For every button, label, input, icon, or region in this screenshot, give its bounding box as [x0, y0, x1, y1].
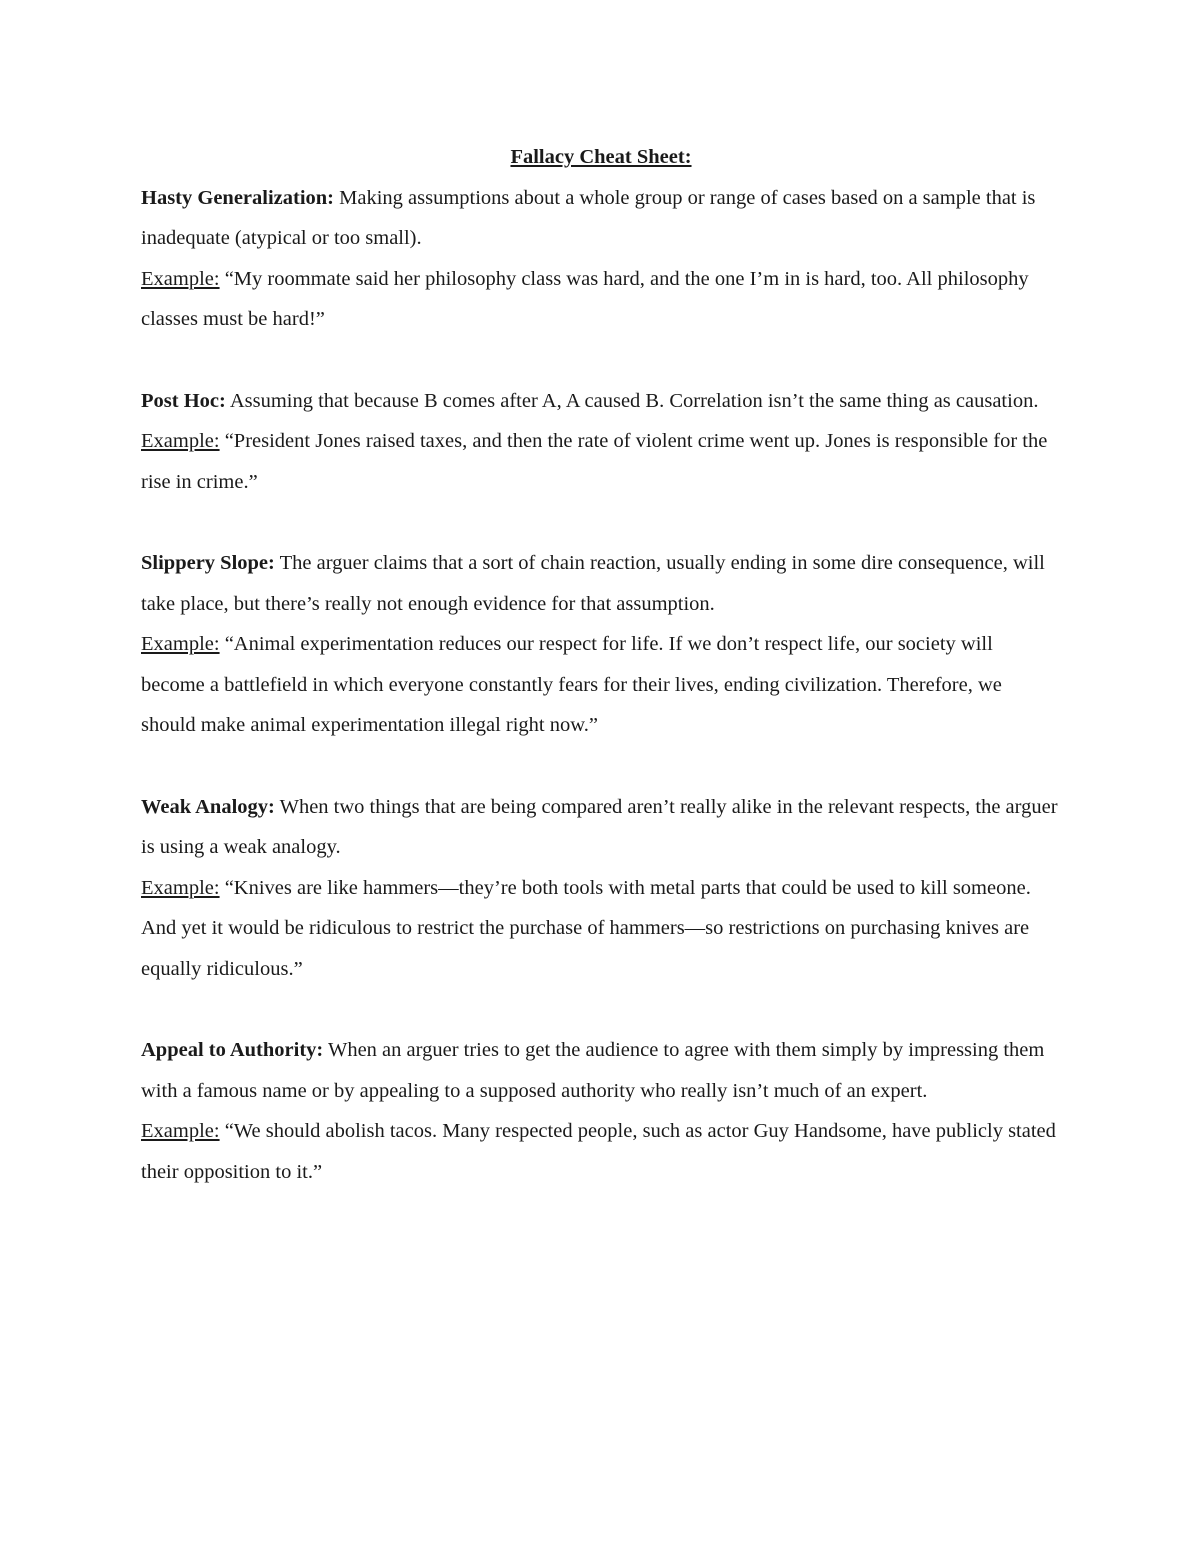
fallacy-entry-post-hoc — [141, 381, 1061, 503]
fallacy-entry-hasty-generalization — [141, 178, 1061, 340]
example-label: Example: — [141, 430, 220, 453]
document-body — [141, 137, 1061, 1192]
example-text: “Knives are like hammers—they’re both tools with metal parts that could be used to kill someone. And yet it would be ridiculous to restrict the purchase of hammers—so restrictions on purchasing knives are equally ridiculous.” — [141, 876, 1031, 980]
paragraph-spacer — [141, 989, 1061, 1030]
example-label: Example: — [141, 267, 220, 290]
fallacy-definition: When two things that are being compared aren’t really alike in the relevant respects, the arguer is using a weak analogy. — [141, 795, 1058, 859]
example-paragraph — [141, 624, 1061, 746]
fallacy-definition: Making assumptions about a whole group or range of cases based on a sample that is inadequate (atypical or too small). — [141, 186, 1036, 250]
definition-paragraph — [141, 381, 1061, 422]
fallacy-entry-appeal-to-authority — [141, 1030, 1061, 1192]
fallacy-definition: Assuming that because B comes after A, A caused B. Correlation isn’t the same thing as causation. — [225, 389, 1039, 412]
page-title: Fallacy Cheat Sheet: — [510, 146, 692, 168]
example-text: “We should abolish tacos. Many respected people, such as actor Guy Handsome, have publicly stated their opposition to it.” — [141, 1120, 1056, 1183]
example-text: “My roommate said her philosophy class was hard, and the one I’m in is hard, too. All philosophy classes must be hard!” — [141, 267, 1029, 331]
fallacy-term: Slippery Slope: — [141, 551, 275, 574]
example-paragraph — [141, 1111, 1061, 1192]
fallacy-term: Post Hoc: — [141, 389, 226, 412]
fallacy-definition: The arguer claims that a sort of chain reaction, usually ending in some dire consequence, will take place, but there’s really not enough evidence for that assumption. — [141, 551, 1045, 615]
example-label: Example: — [141, 876, 220, 899]
definition-paragraph — [141, 543, 1061, 624]
fallacy-entry-weak-analogy — [141, 787, 1061, 990]
fallacy-entry-slippery-slope — [141, 543, 1061, 746]
example-label: Example: — [141, 633, 220, 656]
example-text: “Animal experimentation reduces our respect for life. If we don’t respect life, our society will become a battlefield in which everyone constantly fears for their lives, ending civilization. Therefore, we should make animal experimentation illegal right now.” — [141, 633, 1002, 737]
paragraph-spacer — [141, 502, 1061, 543]
fallacy-definition: When an arguer tries to get the audience to agree with them simply by impressing them with a famous name or by appealing to a supposed authority who really isn’t much of an expert. — [141, 1039, 1045, 1102]
example-label: Example: — [141, 1120, 220, 1143]
definition-paragraph — [141, 787, 1061, 868]
example-text: “President Jones raised taxes, and then the rate of violent crime went up. Jones is responsible for the rise in crime.” — [141, 430, 1048, 493]
definition-paragraph — [141, 1030, 1061, 1111]
example-paragraph — [141, 868, 1061, 990]
paragraph-spacer — [141, 340, 1061, 381]
paragraph-spacer — [141, 746, 1061, 787]
fallacy-term: Hasty Generalization: — [141, 186, 335, 209]
example-paragraph — [141, 421, 1061, 502]
fallacy-term: Weak Analogy: — [141, 795, 275, 818]
example-paragraph — [141, 259, 1061, 340]
fallacy-term: Appeal to Authority: — [141, 1039, 324, 1062]
definition-paragraph — [141, 178, 1061, 259]
